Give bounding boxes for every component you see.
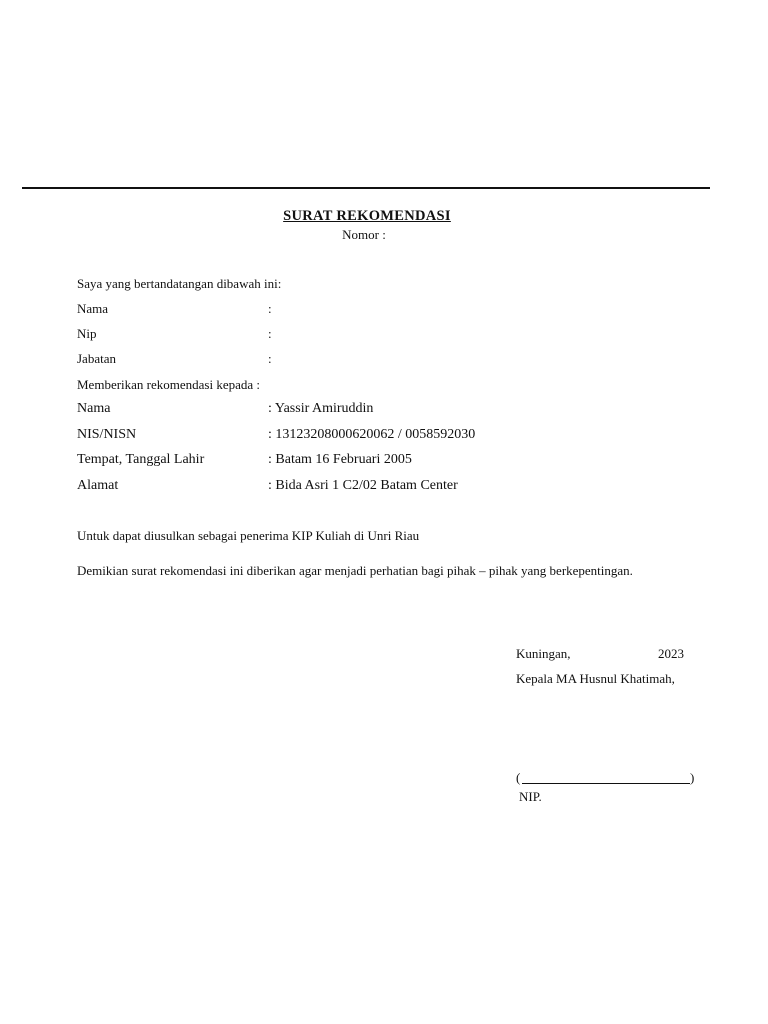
signature-close-paren: ) <box>690 770 695 785</box>
signature-place: Kuningan, <box>516 646 571 661</box>
student-birth-value: : Batam 16 Februari 2005 <box>268 452 412 467</box>
student-address-label: Alamat <box>77 478 119 493</box>
closing-paragraph: Demikian surat rekomendasi ini diberikan agar menjadi perhatian bagi pihak – pihak yang berkepentingan. <box>77 563 633 578</box>
signer-nip-footer: NIP. <box>519 789 542 804</box>
letter-number-label: Nomor : <box>342 227 386 242</box>
student-nisn-value: : 13123208000620062 / 0058592030 <box>268 427 476 442</box>
header-divider <box>22 187 710 189</box>
signer-name-label: Nama <box>77 301 109 316</box>
signer-nip-value: : <box>268 326 272 341</box>
signer-position-value: : <box>268 351 272 366</box>
signature-line <box>522 783 690 784</box>
student-name-label: Nama <box>77 401 111 416</box>
signer-title: Kepala MA Husnul Khatimah, <box>516 671 675 686</box>
student-address-value: : Bida Asri 1 C2/02 Batam Center <box>268 478 458 493</box>
intro-text: Saya yang bertandatangan dibawah ini: <box>77 276 282 291</box>
signer-position-label: Jabatan <box>77 351 116 366</box>
student-nisn-label: NIS/NISN <box>77 427 137 442</box>
student-name-value: : Yassir Amiruddin <box>268 401 374 416</box>
letter-title: SURAT REKOMENDASI <box>283 208 451 224</box>
recommend-intro: Memberikan rekomendasi kepada : <box>77 377 261 392</box>
signature-year: 2023 <box>658 646 684 661</box>
signer-name-value: : <box>268 301 272 316</box>
purpose-text: Untuk dapat diusulkan sebagai penerima KIP Kuliah di Unri Riau <box>77 528 420 543</box>
signer-nip-label: Nip <box>77 326 97 341</box>
student-birth-label: Tempat, Tanggal Lahir <box>77 452 205 467</box>
signature-open-paren: ( <box>516 770 521 785</box>
